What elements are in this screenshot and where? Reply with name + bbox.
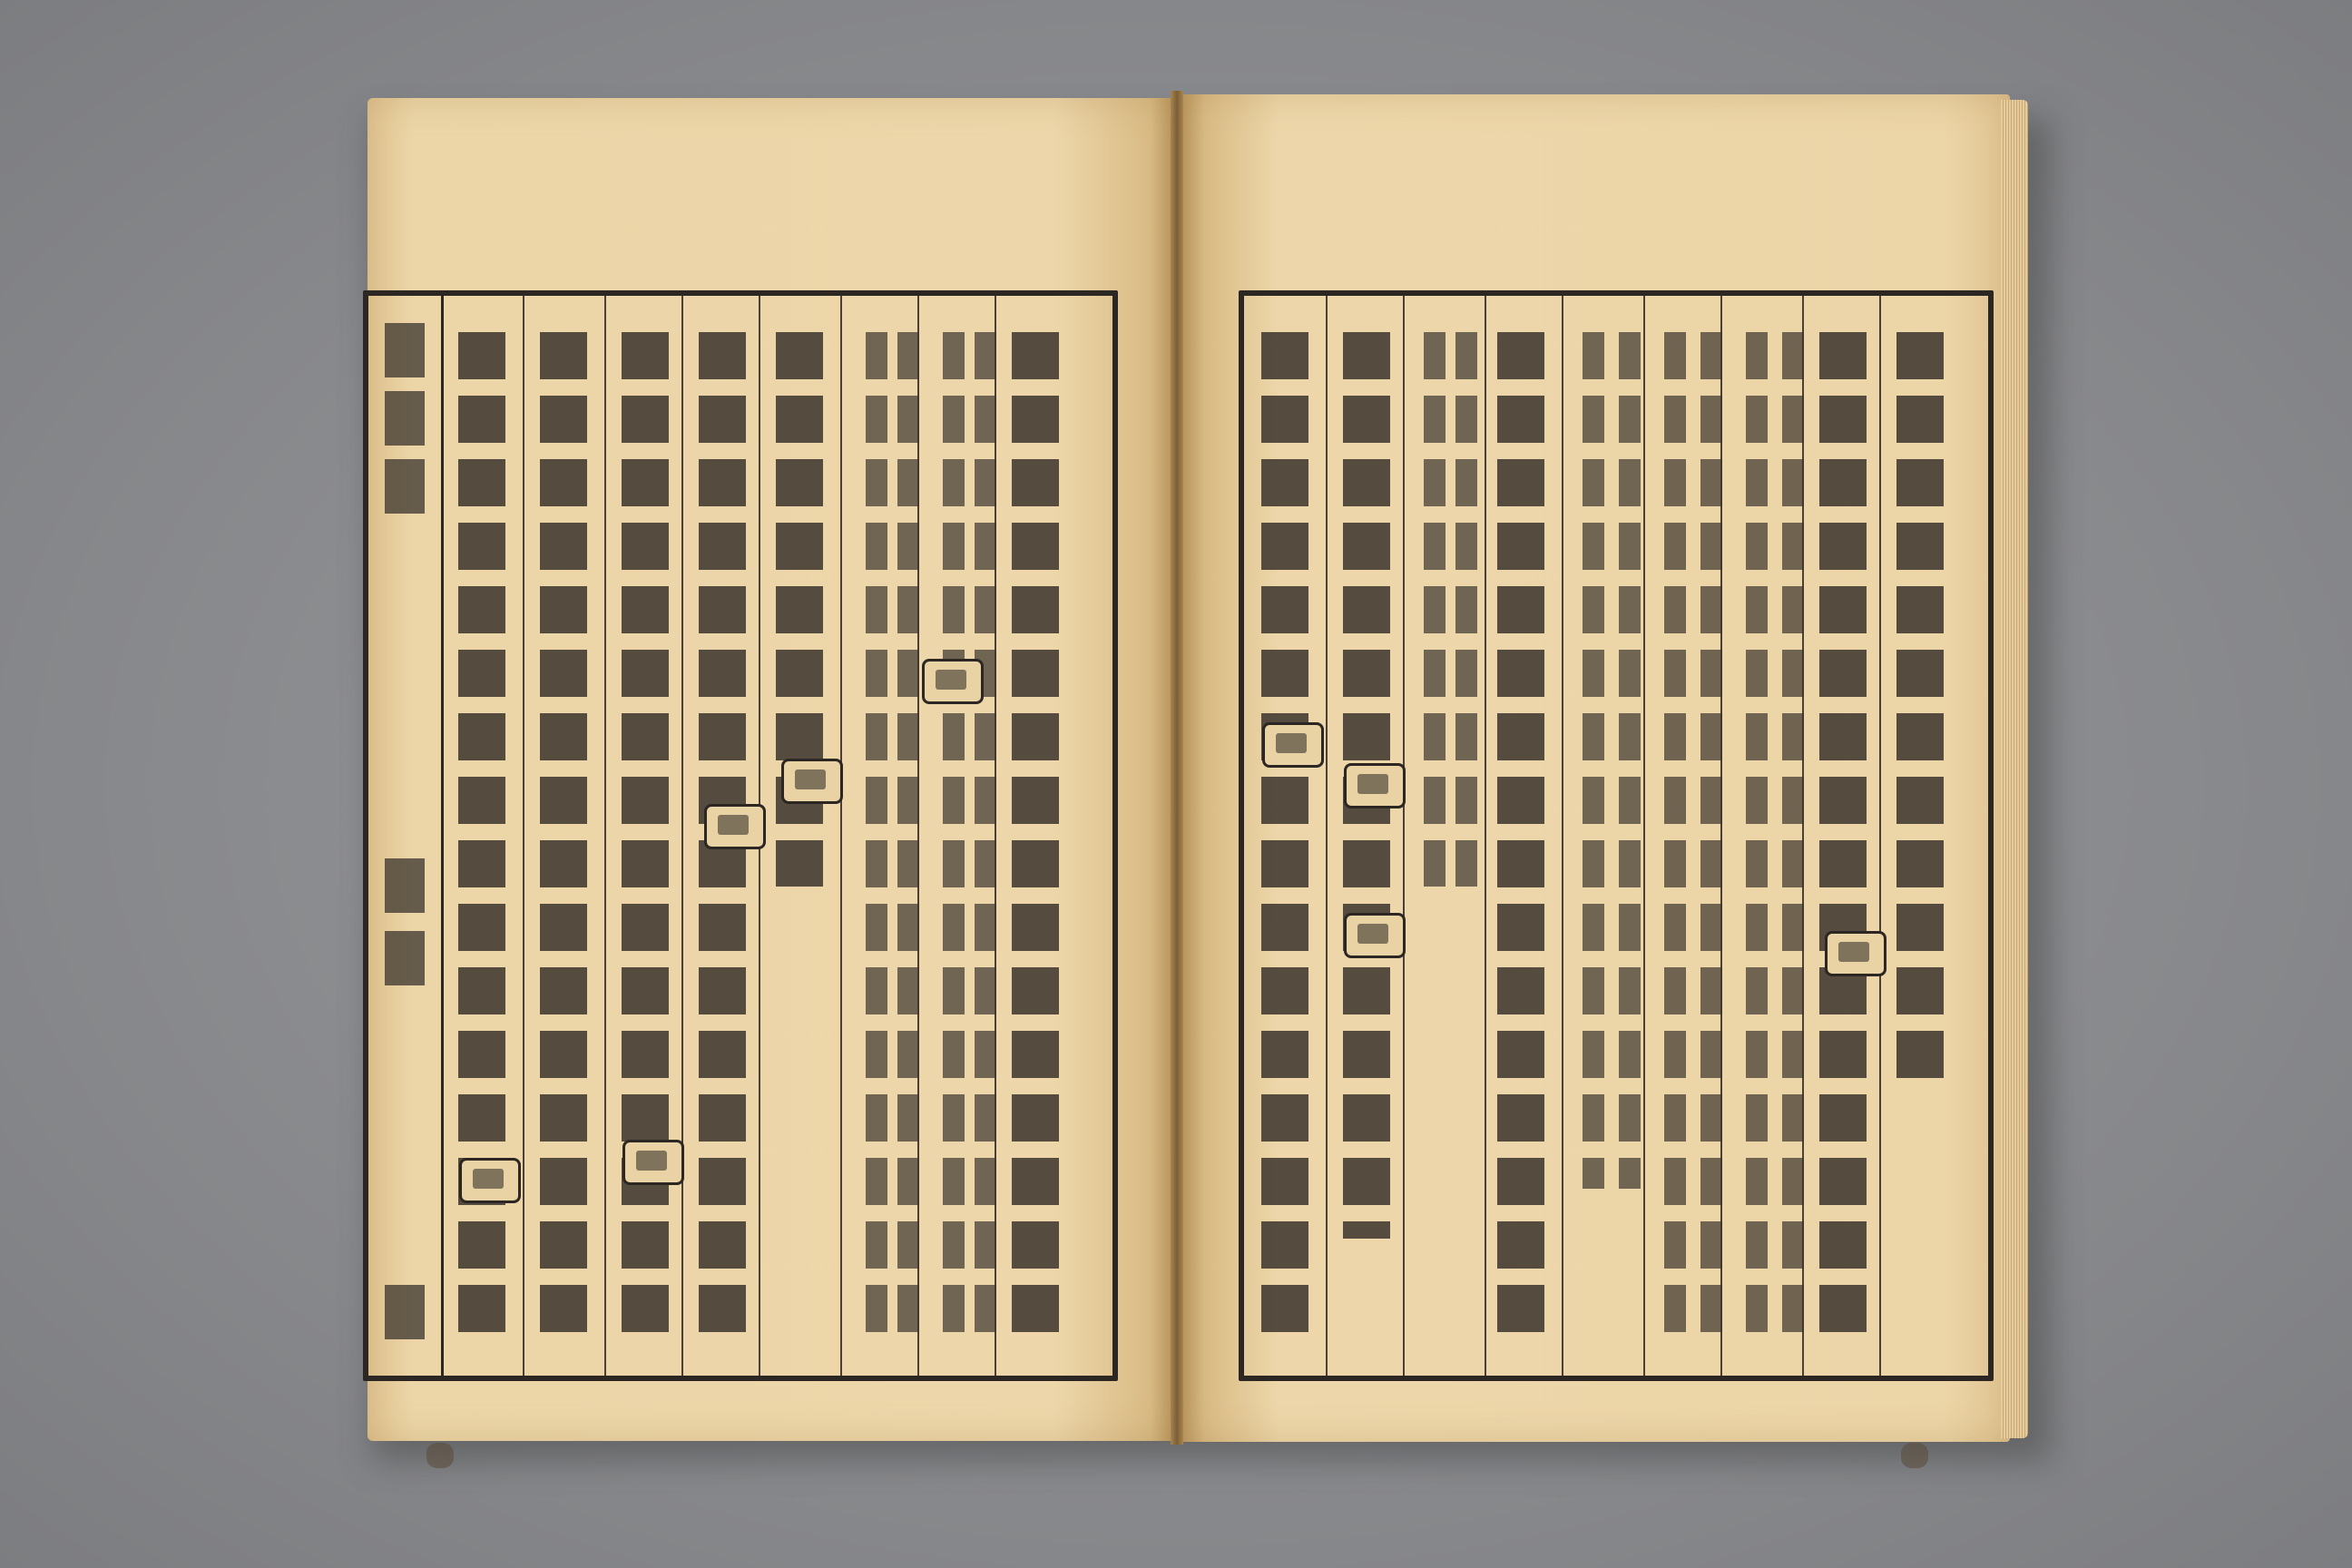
margin-glyph	[385, 1285, 425, 1339]
column-rule	[604, 296, 606, 1376]
left-text-frame	[363, 290, 1118, 1381]
column-rule	[840, 296, 842, 1376]
text-column	[1893, 332, 1947, 1339]
commentary-marker	[781, 759, 843, 804]
column-rule	[1879, 296, 1881, 1376]
commentary-marker	[459, 1158, 521, 1203]
margin-glyph	[385, 858, 425, 913]
right-text-frame	[1239, 290, 1994, 1381]
text-column	[1008, 332, 1063, 1339]
margin-glyph	[385, 391, 425, 446]
commentary-column	[1766, 332, 1820, 1339]
margin-glyph	[385, 931, 425, 985]
column-rule	[523, 296, 524, 1376]
text-column	[1816, 332, 1870, 1339]
text-column	[618, 332, 672, 1339]
commentary-marker	[1262, 722, 1324, 768]
page-corner-mark	[1901, 1443, 1928, 1468]
column-rule	[1403, 296, 1405, 1376]
text-column	[1258, 332, 1312, 1339]
column-rule	[681, 296, 683, 1376]
text-column	[1339, 332, 1394, 1339]
left-page-margin-label	[368, 296, 444, 1376]
column-rule	[1326, 296, 1328, 1376]
text-column	[536, 332, 591, 1339]
page-corner-mark	[426, 1443, 454, 1468]
book-gutter	[1171, 91, 1183, 1445]
commentary-marker	[1825, 931, 1886, 976]
margin-glyph	[385, 323, 425, 377]
commentary-column	[958, 332, 1013, 1339]
text-column	[1494, 332, 1548, 1339]
column-rule	[1562, 296, 1563, 1376]
commentary-marker	[1344, 913, 1406, 958]
book-fore-edge	[2001, 100, 2028, 1438]
margin-glyph	[385, 459, 425, 514]
commentary-marker	[1344, 763, 1406, 808]
text-column	[772, 332, 827, 1339]
commentary-marker	[622, 1140, 684, 1185]
commentary-marker	[922, 659, 984, 704]
commentary-column	[1439, 332, 1494, 1339]
commentary-marker	[704, 804, 766, 849]
